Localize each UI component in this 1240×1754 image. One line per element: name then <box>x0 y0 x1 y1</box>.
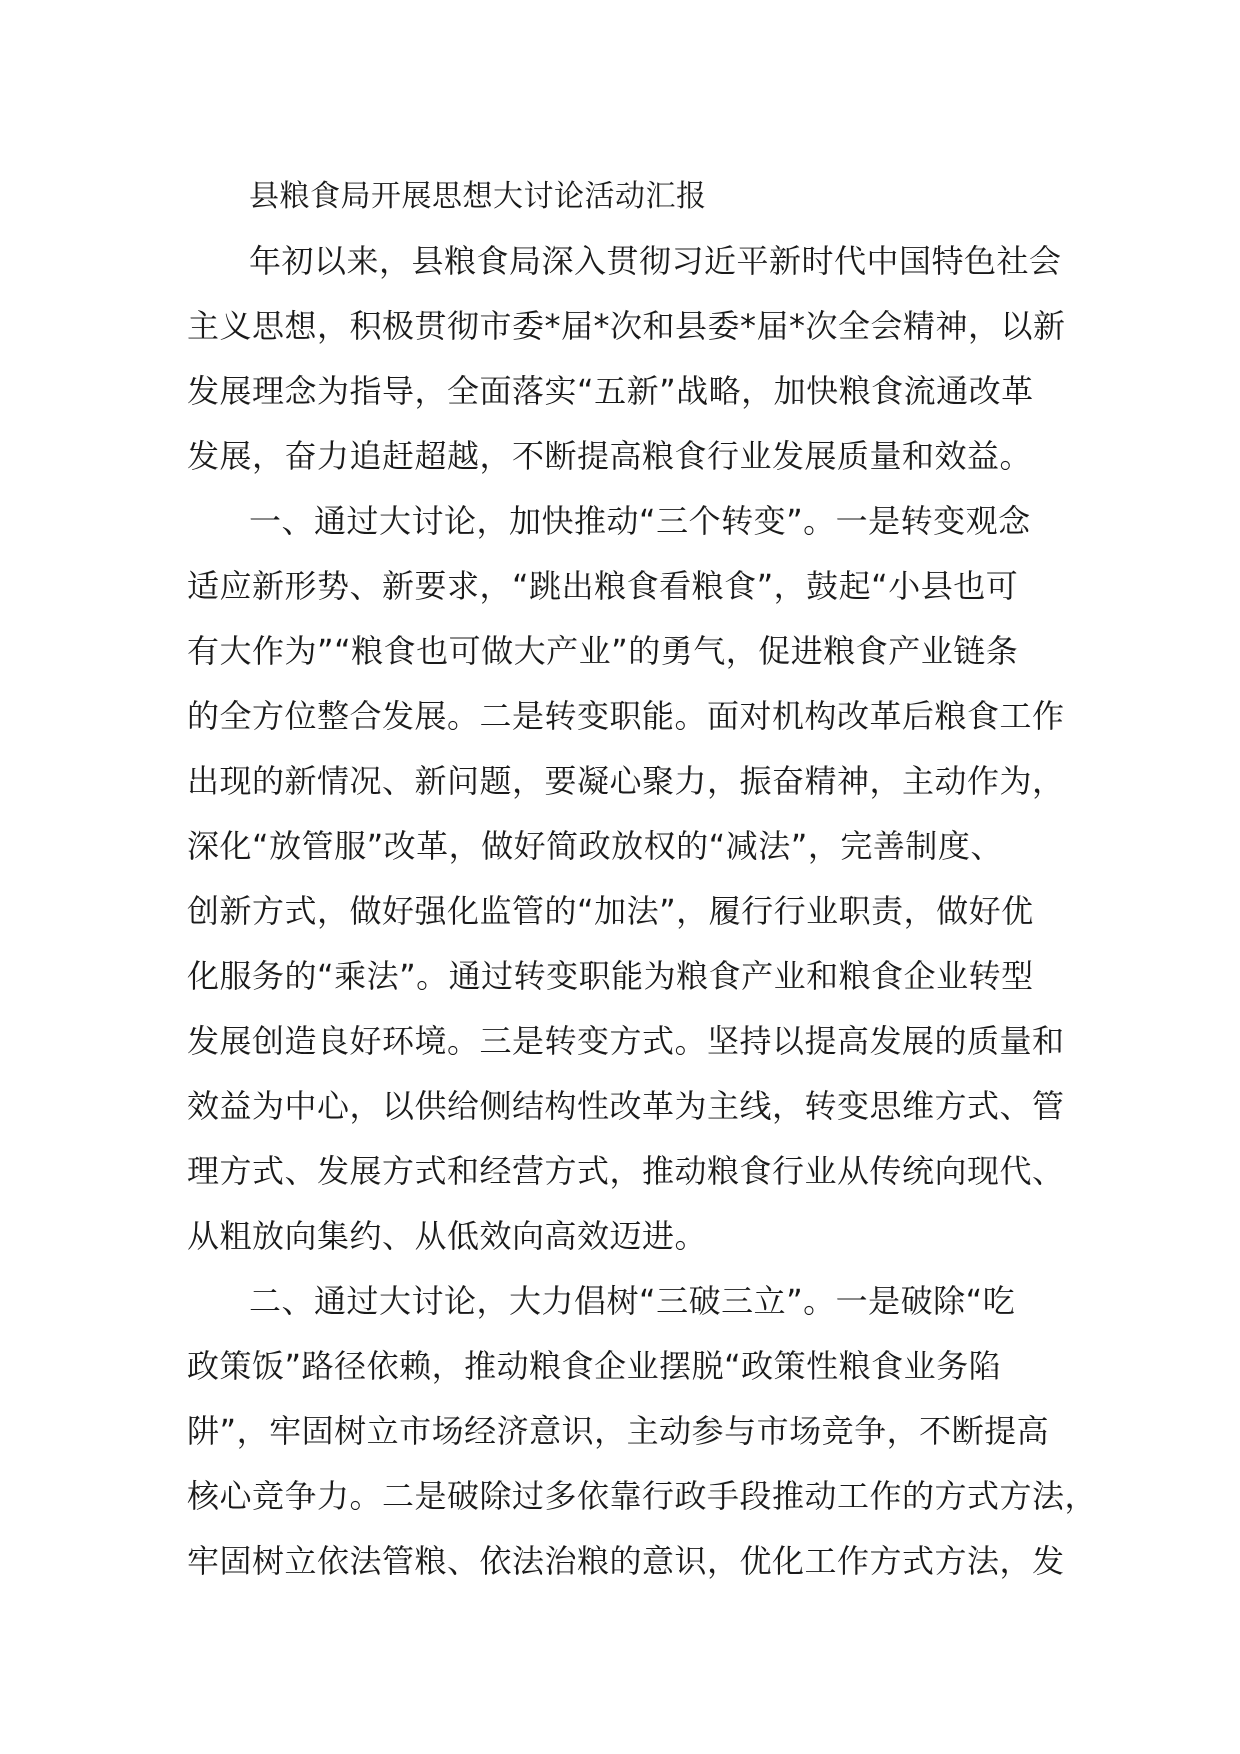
paragraph-2-line-5: 出现的新情况、新问题，要凝心聚力，振奋精神，主动作为， <box>187 762 1065 800</box>
paragraph-3-line-1: 二、通过大讨论，大力倡树“三破三立”。一是破除“吃 <box>249 1282 1016 1320</box>
paragraph-1-line-2: 主义思想，积极贯彻市委*届*次和县委*届*次全会精神，以新 <box>187 307 1066 345</box>
paragraph-1-line-1: 年初以来，县粮食局深入贯彻习近平新时代中国特色社会 <box>249 242 1062 280</box>
paragraph-2-line-9: 发展创造良好环境。三是转变方式。坚持以提高发展的质量和 <box>187 1022 1065 1060</box>
paragraph-2-line-7: 创新方式，做好强化监管的“加法”，履行行业职责，做好优 <box>187 892 1034 930</box>
paragraph-2-line-8: 化服务的“乘法”。通过转变职能为粮食产业和粮食企业转型 <box>187 957 1034 995</box>
paragraph-3-line-3: 阱”，牢固树立市场经济意识，主动参与市场竞争，不断提高 <box>187 1412 1050 1450</box>
paragraph-2-line-3: 有大作为”“粮食也可做大产业”的勇气，促进粮食产业链条 <box>187 632 1019 670</box>
paragraph-2-line-6: 深化“放管服”改革，做好简政放权的“减法”，完善制度、 <box>187 827 1003 865</box>
paragraph-2-line-4: 的全方位整合发展。二是转变职能。面对机构改革后粮食工作 <box>187 697 1065 735</box>
paragraph-3-line-2: 政策饭”路径依赖，推动粮食企业摆脱“政策性粮食业务陷 <box>187 1347 1002 1385</box>
paragraph-3-line-4: 核心竞争力。二是破除过多依靠行政手段推动工作的方式方法， <box>187 1477 1098 1515</box>
paragraph-1-line-4: 发展，奋力追赶超越，不断提高粮食行业发展质量和效益。 <box>187 437 1033 475</box>
paragraph-3-line-5: 牢固树立依法管粮、依法治粮的意识，优化工作方式方法，发 <box>187 1542 1065 1580</box>
paragraph-2-line-11: 理方式、发展方式和经营方式，推动粮食行业从传统向现代、 <box>187 1152 1065 1190</box>
document-title: 县粮食局开展思想大讨论活动汇报 <box>249 179 707 214</box>
paragraph-2-line-12: 从粗放向集约、从低效向高效迈进。 <box>187 1217 708 1255</box>
paragraph-2-line-2: 适应新形势、新要求，“跳出粮食看粮食”，鼓起“小县也可 <box>187 567 1019 605</box>
document-body <box>187 164 1098 1594</box>
paragraph-1-line-3: 发展理念为指导，全面落实“五新”战略，加快粮食流通改革 <box>187 372 1034 410</box>
paragraph-2-line-10: 效益为中心，以供给侧结构性改革为主线，转变思维方式、管 <box>187 1087 1065 1125</box>
paragraph-2-line-1: 一、通过大讨论，加快推动“三个转变”。一是转变观念 <box>249 502 1031 540</box>
